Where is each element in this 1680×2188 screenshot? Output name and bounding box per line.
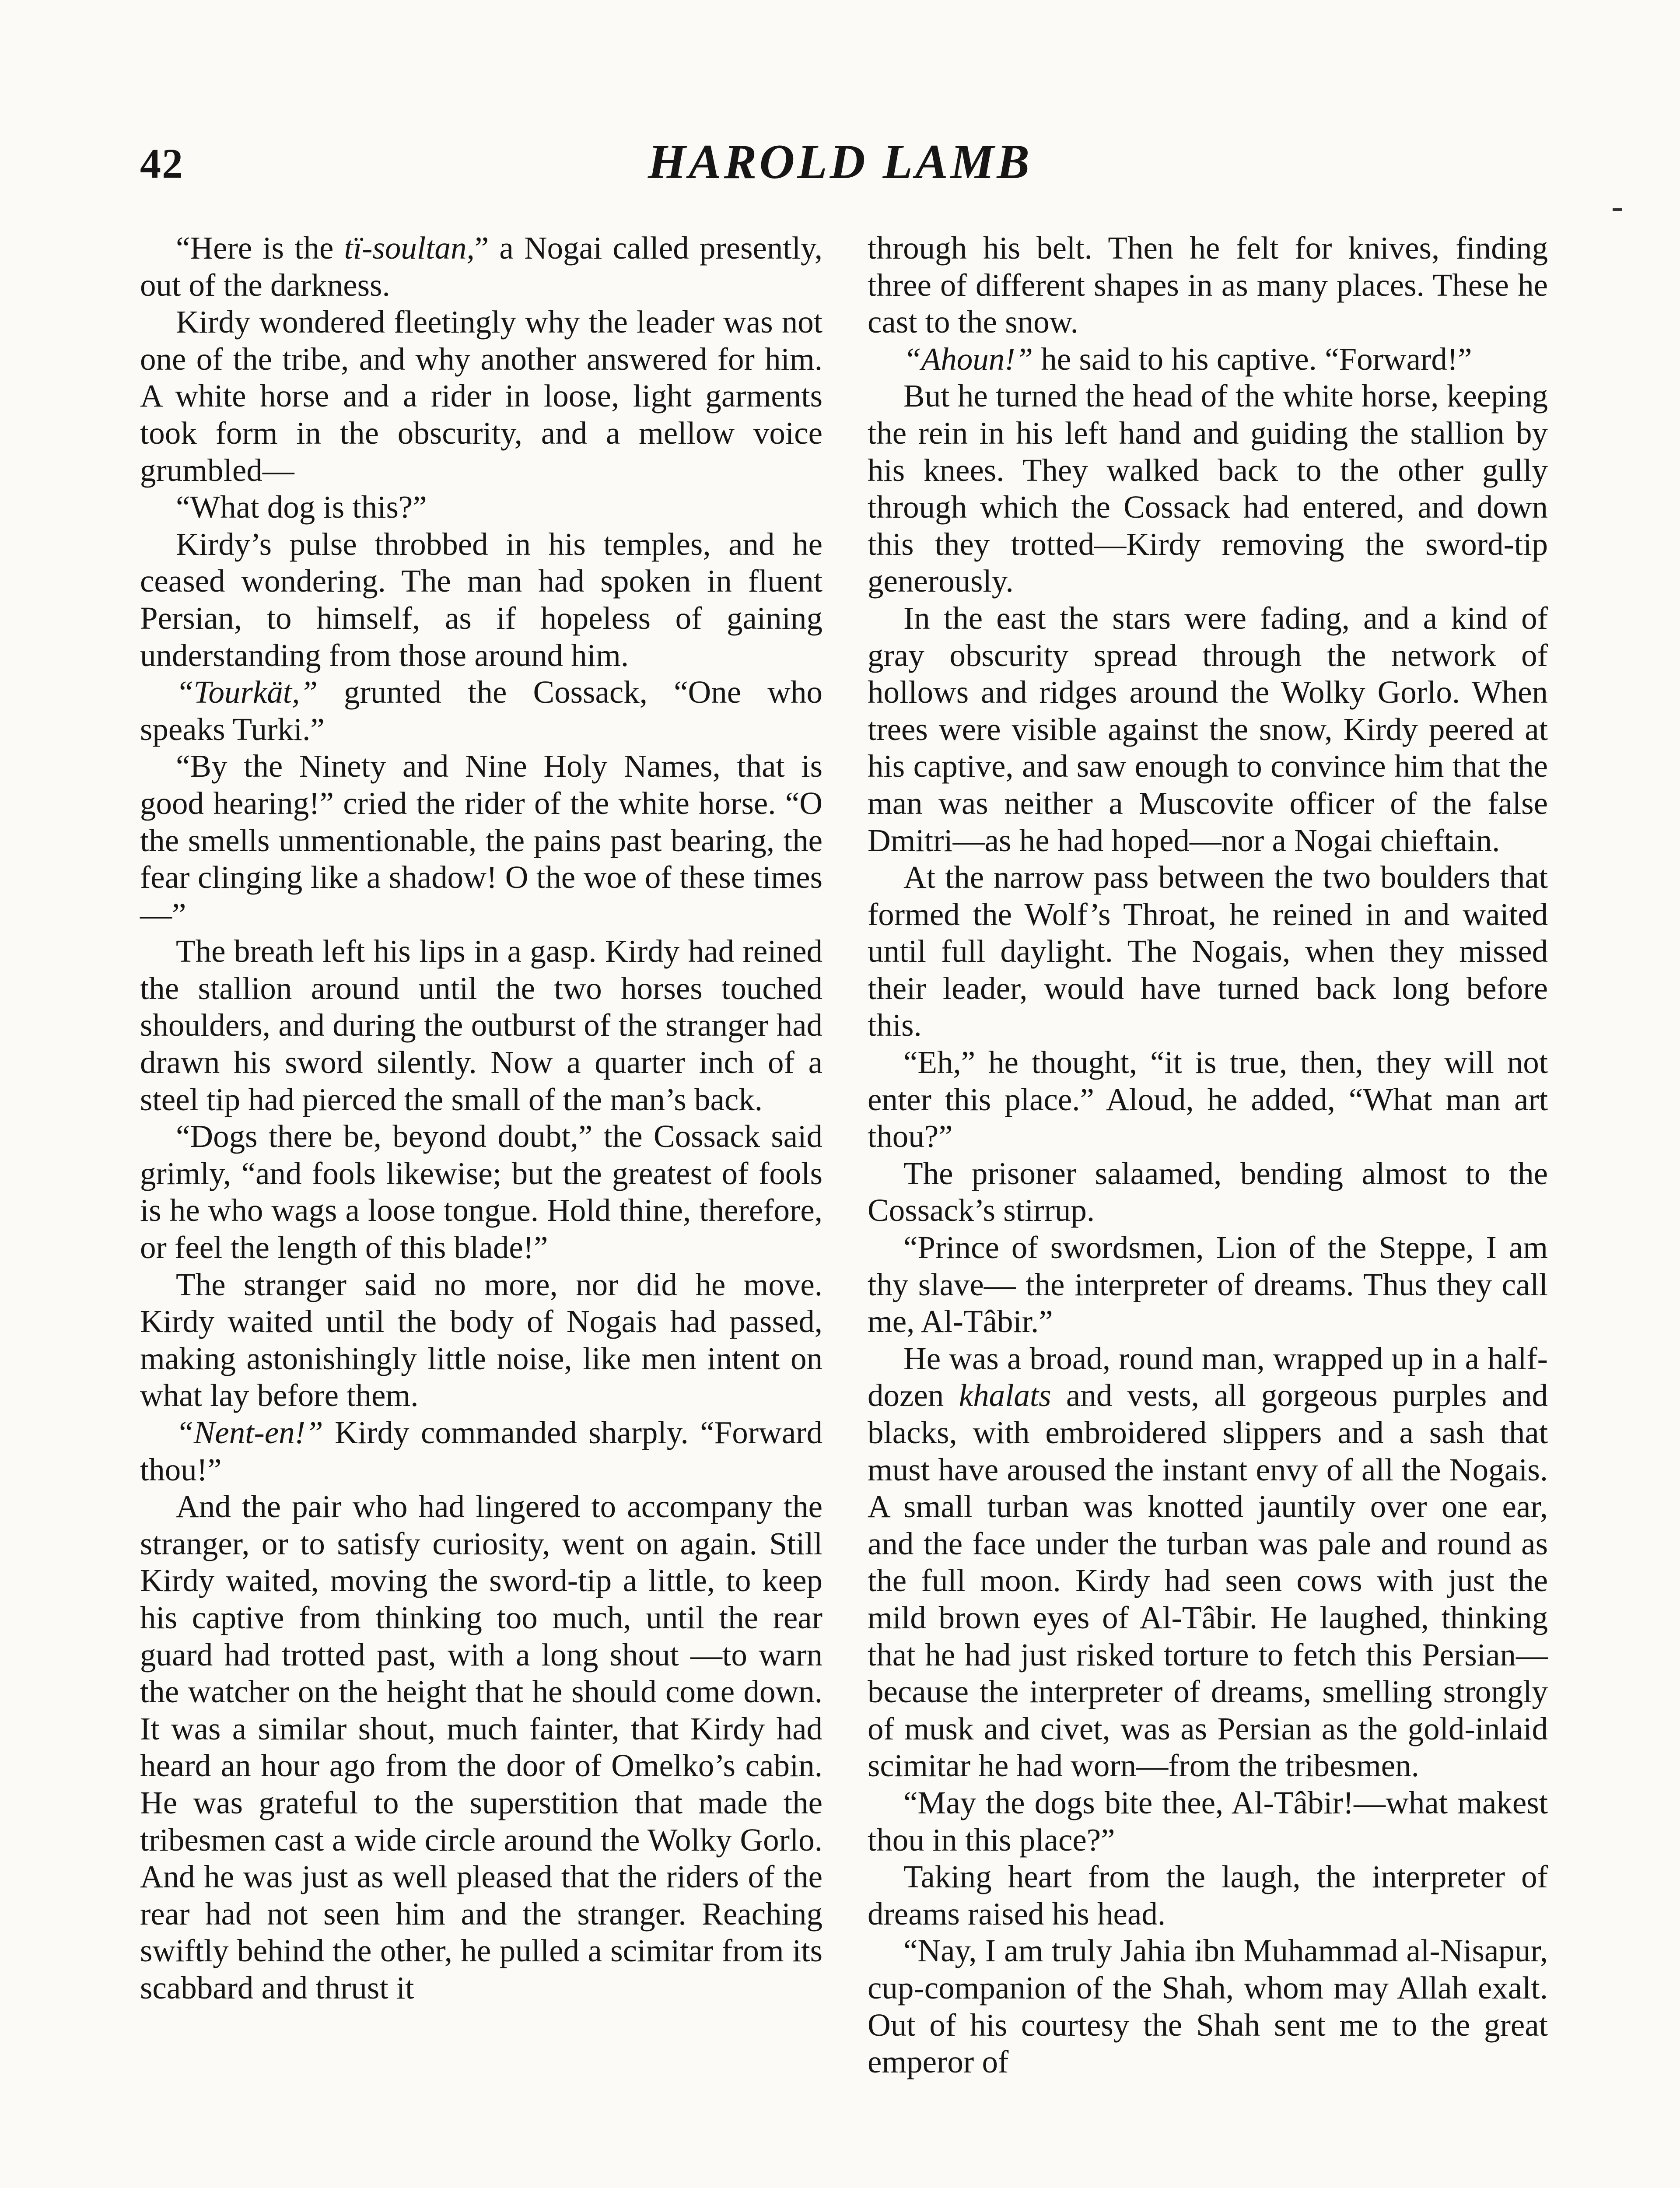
- running-head: HAROLD LAMB: [648, 135, 1032, 189]
- paragraph: In the east the stars were fading, and a kind of gray obscurity spread through the network of hollows and ridges around the Wolky Gorlo. When trees were visible against the snow, Kirdy peered at his captive, and saw enough to convince him that the man was neither a Muscovite officer of the false Dmitri—as he had hoped—nor a Nogai chieftain.: [868, 600, 1548, 858]
- paragraph: But he turned the head of the white horse, keeping the rein in his left hand and guiding the stallion by his knees. They walked back to the other gully through which the Cossack had entered, and down this they trotted—Kirdy removing the sword-tip generously.: [868, 378, 1548, 599]
- left-column: [140, 230, 822, 2007]
- paragraph: He was a broad, round man, wrapped up in a half-dozen khalats and vests, all gorgeous purples and blacks, with embroidered slippers and a sash that must have aroused the instant envy of all the Nogais. A small turban was knotted jauntily over one ear, and the face under the turban was pale and round as the full moon. Kirdy had seen cows with just the mild brown eyes of Al-Tâbir. He laughed, thinking that he had just risked torture to fetch this Persian—because the interpreter of dreams, smelling strongly of musk and civet, was as Persian as the gold-inlaid scimitar he had worn—from the tribesmen.: [868, 1340, 1548, 1784]
- paragraph: “Eh,” he thought, “it is true, then, they will not enter this place.” Aloud, he added, “What man art thou?”: [868, 1045, 1548, 1154]
- paragraph: “Ahoun!” he said to his captive. “Forward!”: [903, 341, 1472, 377]
- paragraph: “Nent-en!” Kirdy commanded sharply. “Forward thou!”: [140, 1415, 822, 1487]
- paragraph: “Dogs there be, beyond doubt,” the Cossack said grimly, “and fools likewise; but the greatest of fools is he who wags a loose tongue. Hold thine, therefore, or feel the length of this blade!”: [140, 1119, 822, 1266]
- paragraph: “Nay, I am truly Jahia ibn Muhammad al-Nisapur, cup-companion of the Shah, whom may Allah exalt. Out of his courtesy the Shah sent me to the great emperor of: [868, 1933, 1548, 2080]
- paragraph: And the pair who had lingered to accompany the stranger, or to satisfy curiosity, went on again. Still Kirdy waited, moving the sword-tip a little, to keep his captive from thinking too much, until the rear guard had trotted past, with a long shout —to warn the watcher on the height that he should come down. It was a similar shout, much fainter, that Kirdy had heard an hour ago from the door of Omelko’s cabin. He was grateful to the superstition that made the tribesmen cast a wide circle around the Wolky Gorlo. And he was just as well pleased that the riders of the rear had not seen him and the stranger. Reaching swiftly behind the other, he pulled a scimitar from its scabbard and thrust it: [140, 1489, 822, 2006]
- paragraph: The breath left his lips in a gasp. Kirdy had reined the stallion around until the two horses touched shoulders, and during the outburst of the stranger had drawn his sword silently. Now a quarter inch of a steel tip had pierced the small of the man’s back.: [140, 933, 822, 1117]
- paragraph: Kirdy’s pulse throbbed in his temples, and he ceased wondering. The man had spoken in fluent Persian, to himself, as if hopeless of gaining understanding from those around him.: [140, 526, 822, 673]
- right-column: [868, 230, 1548, 2081]
- paragraph: At the narrow pass between the two boulders that formed the Wolf’s Throat, he reined in and waited until full daylight. The Nogais, when they missed their leader, would have turned back long before this.: [868, 859, 1548, 1043]
- paragraph: through his belt. Then he felt for knives, finding three of different shapes in as many places. These he cast to the snow.: [868, 230, 1548, 340]
- paragraph: “Prince of swordsmen, Lion of the Steppe, I am thy slave— the interpreter of dreams. Thus they call me, Al-Tâbir.”: [868, 1230, 1548, 1339]
- paragraph: “Tourkät,” grunted the Cossack, “One who speaks Turki.”: [140, 674, 822, 747]
- paragraph: The prisoner salaamed, bending almost to the Cossack’s stirrup.: [868, 1155, 1548, 1228]
- paragraph: “What dog is this?”: [176, 489, 427, 525]
- paragraph: Taking heart from the laugh, the interpreter of dreams raised his head.: [868, 1859, 1548, 1932]
- paragraph: “May the dogs bite thee, Al-Tâbir!—what makest thou in this place?”: [868, 1785, 1548, 1858]
- paragraph: “Here is the tï-soultan,” a Nogai called presently, out of the darkness.: [140, 230, 823, 303]
- paragraph: “By the Ninety and Nine Holy Names, that is good hearing!” cried the rider of the white horse. “O the smells unmentionable, the pains past bearing, the fear clinging like a shadow! O the woe of these times—”: [140, 748, 822, 932]
- paragraph: Kirdy wondered fleetingly why the leader was not one of the tribe, and why another answered for him. A white horse and a rider in loose, light garments took form in the obscurity, and a mellow voice grumbled—: [140, 304, 822, 488]
- corner-mark: [1613, 208, 1622, 211]
- page-number: 42: [140, 140, 184, 187]
- paragraph: The stranger said no more, nor did he move. Kirdy waited until the body of Nogais had passed, making astonishingly little noise, like men intent on what lay before them.: [140, 1266, 822, 1413]
